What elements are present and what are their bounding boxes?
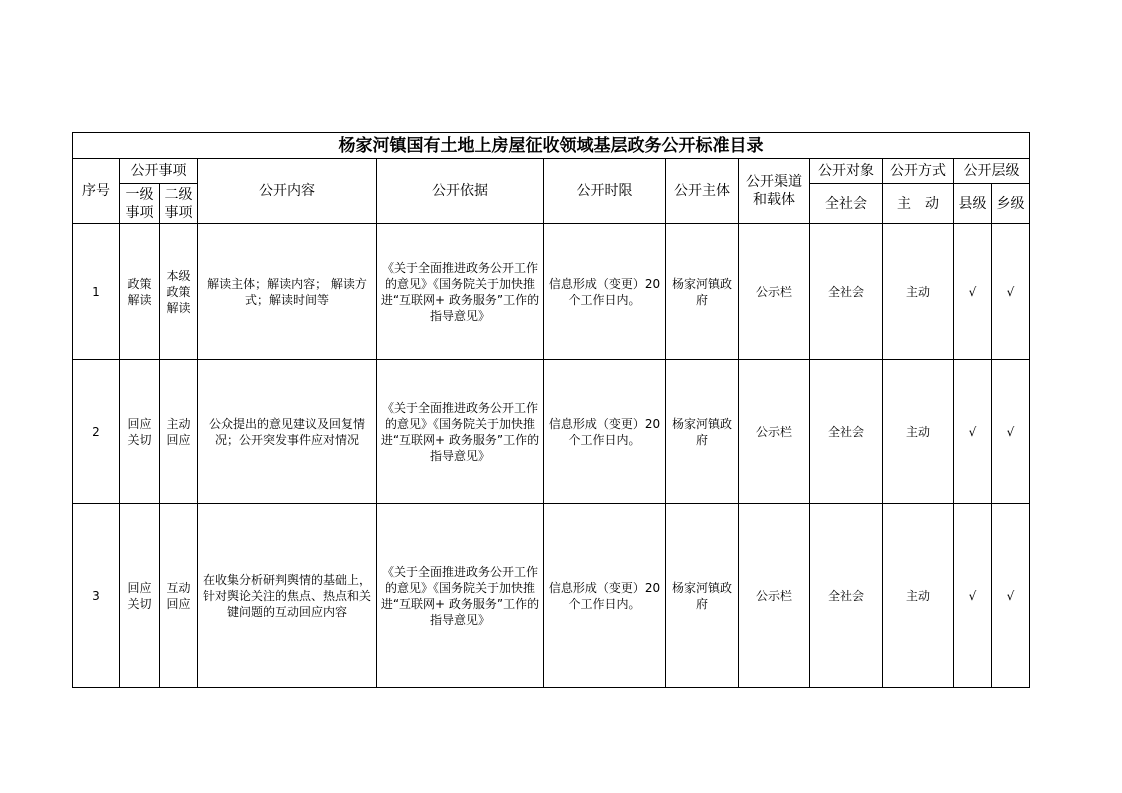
cell-time: 信息形成（变更）20个工作日内。 [544,360,666,504]
header-item-l2: 二级事项 [160,184,198,224]
header-content: 公开内容 [198,159,377,224]
cell-seq: 3 [73,504,120,688]
cell-channel: 公示栏 [739,360,810,504]
cell-subject: 杨家河镇政府 [666,360,739,504]
cell-county-check: √ [954,224,992,360]
cell-town-check: √ [992,360,1030,504]
table-row [73,504,1030,688]
cell-l1: 回应关切 [120,360,160,504]
cell-channel: 公示栏 [739,504,810,688]
header-level: 公开层级 [954,159,1030,184]
cell-seq: 2 [73,360,120,504]
header-channel: 公开渠道和载体 [739,159,810,224]
cell-content: 在收集分析研判舆情的基础上，针对舆论关注的焦点、热点和关键问题的互动回应内容 [198,504,377,688]
cell-content: 解读主体；解读内容； 解读方式；解读时间等 [198,224,377,360]
cell-seq: 1 [73,224,120,360]
cell-l1: 政策解读 [120,224,160,360]
cell-target: 全社会 [810,504,883,688]
table-row [73,360,1030,504]
cell-time: 信息形成（变更）20个工作日内。 [544,504,666,688]
header-item-l1: 一级事项 [120,184,160,224]
header-level-town: 乡级 [992,184,1030,224]
header-mode-sub: 主 动 [883,184,954,224]
cell-mode: 主动 [883,224,954,360]
cell-l1: 回应关切 [120,504,160,688]
header-subject: 公开主体 [666,159,739,224]
header-target-sub: 全社会 [810,184,883,224]
cell-subject: 杨家河镇政府 [666,224,739,360]
cell-l2: 主动回应 [160,360,198,504]
cell-mode: 主动 [883,360,954,504]
header-mode: 公开方式 [883,159,954,184]
cell-l2: 本级政策解读 [160,224,198,360]
cell-content: 公众提出的意见建议及回复情况；公开突发事件应对情况 [198,360,377,504]
header-target: 公开对象 [810,159,883,184]
header-time: 公开时限 [544,159,666,224]
cell-target: 全社会 [810,224,883,360]
header-basis: 公开依据 [377,159,544,224]
cell-town-check: √ [992,224,1030,360]
catalog-table [72,132,1030,688]
header-level-county: 县级 [954,184,992,224]
cell-l2: 互动回应 [160,504,198,688]
cell-basis: 《关于全面推进政务公开工作的意见》《国务院关于加快推进“互联网+ 政务服务”工作的指导意见》 [377,224,544,360]
table-row [73,224,1030,360]
cell-subject: 杨家河镇政府 [666,504,739,688]
cell-town-check: √ [992,504,1030,688]
cell-county-check: √ [954,360,992,504]
cell-time: 信息形成（变更）20个工作日内。 [544,224,666,360]
header-seq: 序号 [73,159,120,224]
cell-county-check: √ [954,504,992,688]
cell-mode: 主动 [883,504,954,688]
header-item: 公开事项 [120,159,198,184]
cell-channel: 公示栏 [739,224,810,360]
table-title: 杨家河镇国有土地上房屋征收领域基层政务公开标准目录 [73,133,1030,159]
cell-basis: 《关于全面推进政务公开工作的意见》《国务院关于加快推进“互联网+ 政务服务”工作的指导意见》 [377,504,544,688]
cell-target: 全社会 [810,360,883,504]
cell-basis: 《关于全面推进政务公开工作的意见》《国务院关于加快推进“互联网+ 政务服务”工作的指导意见》 [377,360,544,504]
